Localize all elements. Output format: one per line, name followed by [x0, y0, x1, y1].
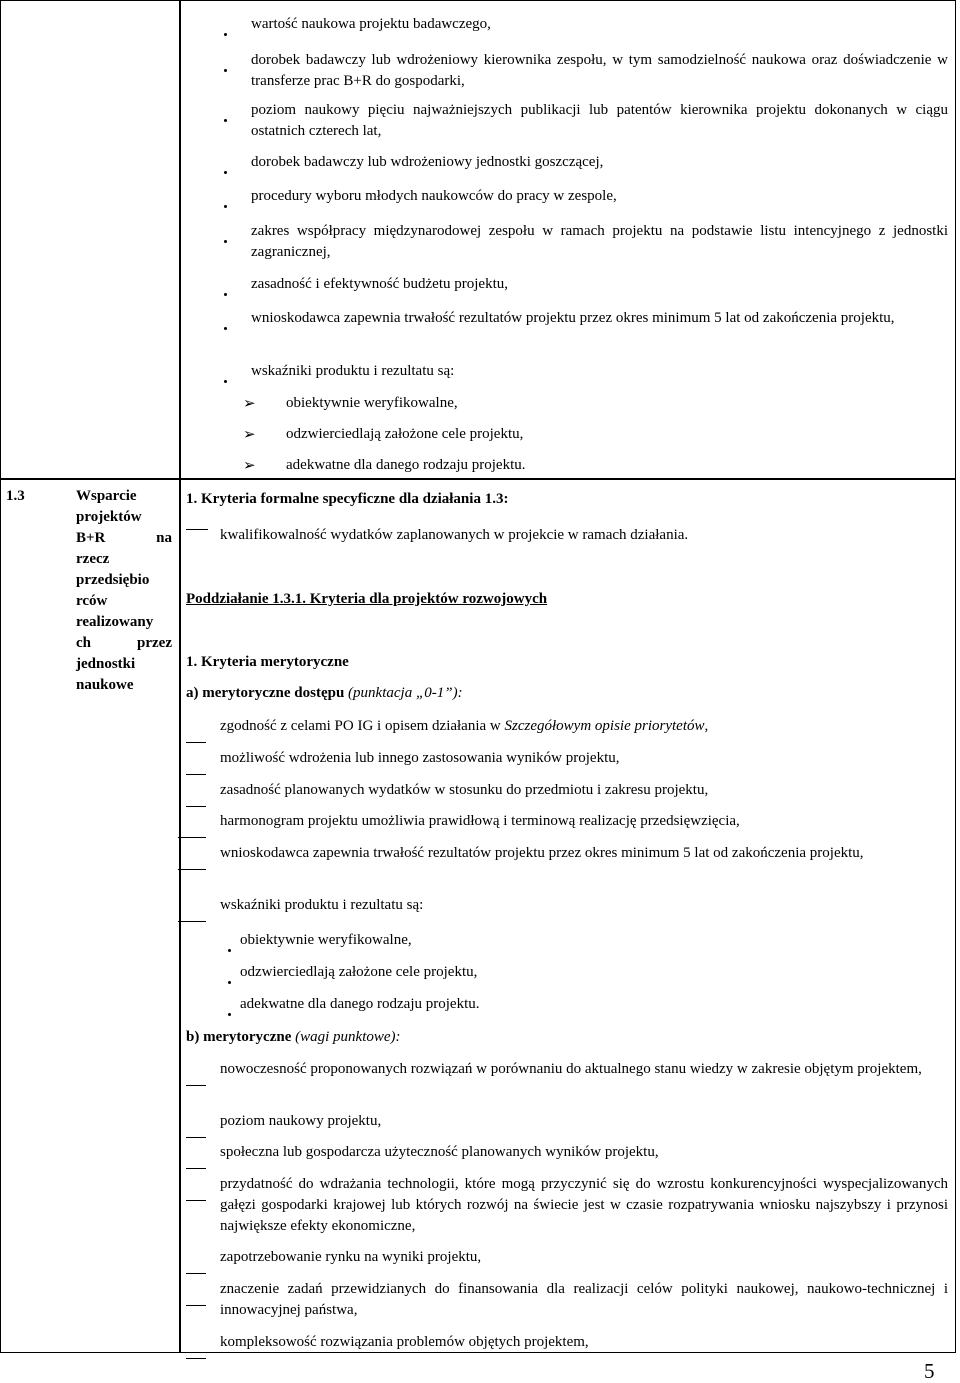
dash-bullet-icon — [178, 869, 206, 870]
dash-bullet-icon — [186, 806, 206, 807]
dash-bullet-icon — [186, 1137, 206, 1138]
merit-criteria-heading: 1. Kryteria merytoryczne — [186, 654, 349, 670]
dash-bullet-icon — [186, 1273, 206, 1274]
subaction-heading: Poddziałanie 1.3.1. Kryteria dla projektów rozwojowych — [186, 591, 548, 607]
dash-bullet-icon — [186, 774, 206, 775]
arrow-bullet-icon: ➢ — [243, 425, 256, 443]
arrow-bullet-icon: ➢ — [243, 456, 256, 474]
arrow-bullet-icon: ➢ — [243, 394, 256, 412]
title-line: ch przez — [76, 635, 172, 651]
dash-bullet-icon — [186, 529, 208, 530]
bullet-dot-icon — [224, 380, 227, 383]
bullet-dot-icon — [228, 981, 231, 984]
bullet-dot-icon — [224, 33, 227, 36]
bullet-dot-icon — [224, 69, 227, 72]
bullet-dot-icon — [224, 171, 227, 174]
title-line: rców — [76, 593, 108, 609]
bullet-dot-icon — [228, 949, 231, 952]
title-line: projektów — [76, 509, 142, 525]
bullet-dot-icon — [224, 327, 227, 330]
column-divider — [179, 0, 181, 1353]
bullet-dot-icon — [224, 240, 227, 243]
bullet-dot-icon — [228, 1013, 231, 1016]
merit-b-heading: b) merytoryczne (wagi punktowe): — [186, 1029, 401, 1045]
section-title — [76, 486, 172, 696]
row-divider — [0, 478, 956, 480]
merit-a-heading: a) merytoryczne dostępu (punktacja „0-1”): — [186, 685, 463, 701]
title-line: jednostki — [76, 656, 136, 672]
dash-bullet-icon — [186, 1085, 206, 1086]
title-line: Wsparcie — [76, 488, 137, 504]
bullet-dot-icon — [224, 293, 227, 296]
bullet-dot-icon — [224, 205, 227, 208]
dash-bullet-icon — [186, 1168, 206, 1169]
title-line: naukowe — [76, 677, 134, 693]
title-line: B+R na — [76, 530, 172, 546]
dash-bullet-icon — [186, 1200, 206, 1201]
title-line: realizowany — [76, 614, 154, 630]
dash-bullet-icon — [178, 921, 206, 922]
section-number: 1.3 — [6, 488, 25, 504]
dash-bullet-icon — [186, 742, 206, 743]
dash-bullet-icon — [178, 837, 206, 838]
dash-bullet-icon — [186, 1358, 206, 1359]
page-number: 5 — [924, 1359, 935, 1383]
bullet-dot-icon — [224, 119, 227, 122]
formal-criteria-heading: 1. Kryteria formalne specyficzne dla działania 1.3: — [186, 491, 509, 507]
dash-bullet-icon — [186, 1305, 206, 1306]
title-line: przedsiębio — [76, 572, 150, 588]
title-line: rzecz — [76, 551, 110, 567]
